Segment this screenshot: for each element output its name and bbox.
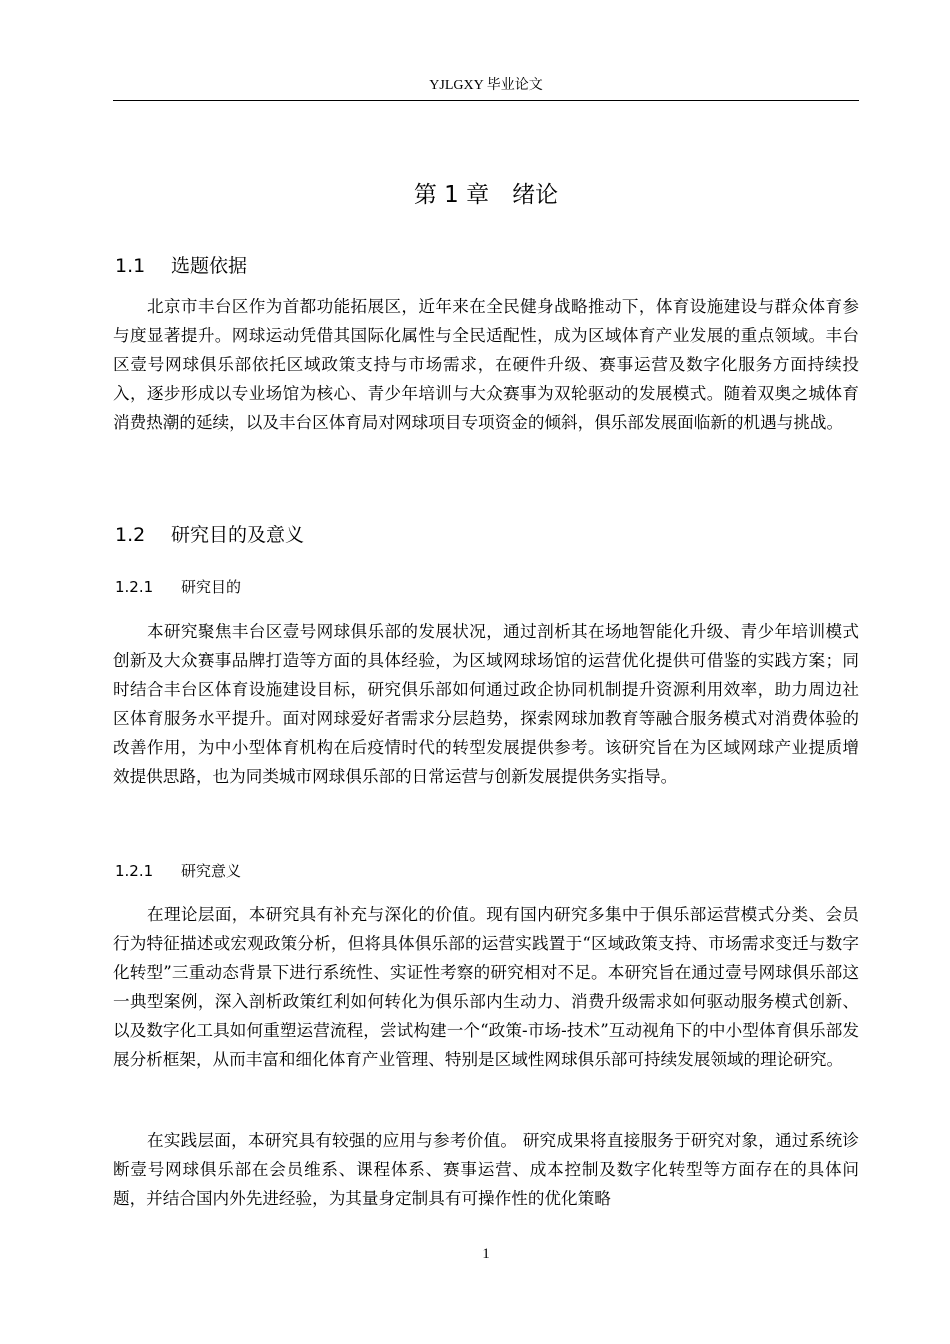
paragraph-research-purpose: 本研究聚焦丰台区壹号网球俱乐部的发展状况，通过剖析其在场地智能化升级、青少年培训模式创新及大众赛事品牌打造等方面的具体经验，为区域网球场馆的运营优化提供可借鉴的实践方案；同时结合丰台区体育设施建设目标，研究俱乐部如何通过政企协同机制提升资源利用效率，助力周边社区体育服务水平提升。面对网球爱好者需求分层趋势，探索网球加教育等融合服务模式对消费体验的改善作用，为中小型体育机构在后疫情时代的转型发展提供参考。该研究旨在为区域网球产业提质增效提供思路，也为同类城市网球俱乐部的日常运营与创新发展提供务实指导。 xyxy=(113,622,859,786)
subsection-heading-significance xyxy=(115,859,241,883)
subsection-number: 1.2.1 xyxy=(115,578,154,596)
page-number: 1 xyxy=(482,1246,490,1262)
subsection-title: 研究目的 xyxy=(181,578,242,596)
section-heading-1-1 xyxy=(115,252,247,280)
section-number: 1.2 xyxy=(115,524,146,546)
subsection-number: 1.2.1 xyxy=(115,862,154,880)
subsection-title: 研究意义 xyxy=(181,862,242,880)
section-heading-1-2 xyxy=(115,521,304,549)
paragraph-topic-basis: 北京市丰台区作为首都功能拓展区，近年来在全民健身战略推动下，体育设施建设与群众体育参与度显著提升。网球运动凭借其国际化属性与全民适配性，成为区域体育产业发展的重点领域。丰台区壹号网球俱乐部依托区域政策支持与市场需求，在硬件升级、赛事运营及数字化服务方面持续投入，逐步形成以专业场馆为核心、青少年培训与大众赛事为双轮驱动的发展模式。随着双奥之城体育消费热潮的延续，以及丰台区体育局对网球项目专项资金的倾斜，俱乐部发展面临新的机遇与挑战。 xyxy=(113,297,859,432)
section-number: 1.1 xyxy=(115,255,146,277)
paragraph-practical-significance: 在实践层面，本研究具有较强的应用与参考价值。 研究成果将直接服务于研究对象，通过系统诊断壹号网球俱乐部在会员维系、课程体系、赛事运营、成本控制及数字化转型等方面存在的具体问题，并结合国内外先进经验，为其量身定制具有可操作性的优化策略 xyxy=(113,1131,859,1208)
section-title: 选题依据 xyxy=(171,255,248,277)
header-rule xyxy=(113,100,859,101)
section-title: 研究目的及意义 xyxy=(171,524,305,546)
paragraph-theoretical-significance: 在理论层面，本研究具有补充与深化的价值。现有国内研究多集中于俱乐部运营模式分类、会员行为特征描述或宏观政策分析，但将具体俱乐部的运营实践置于“区域政策支持、市场需求变迁与数字化转型”三重动态背景下进行系统性、实证性考察的研究相对不足。本研究旨在通过壹号网球俱乐部这一典型案例，深入剖析政策红利如何转化为俱乐部内生动力、消费升级需求如何驱动服务模式创新、以及数字化工具如何重塑运营流程，尝试构建一个“政策-市场-技术”互动视角下的中小型体育俱乐部发展分析框架，从而丰富和细化体育产业管理、特别是区域性网球俱乐部可持续发展领域的理论研究。 xyxy=(113,905,859,1069)
chapter-title: 第 1 章 绪论 xyxy=(413,182,559,208)
running-header: YJLGXY 毕业论文 xyxy=(429,78,543,93)
subsection-heading-purpose xyxy=(115,575,241,599)
